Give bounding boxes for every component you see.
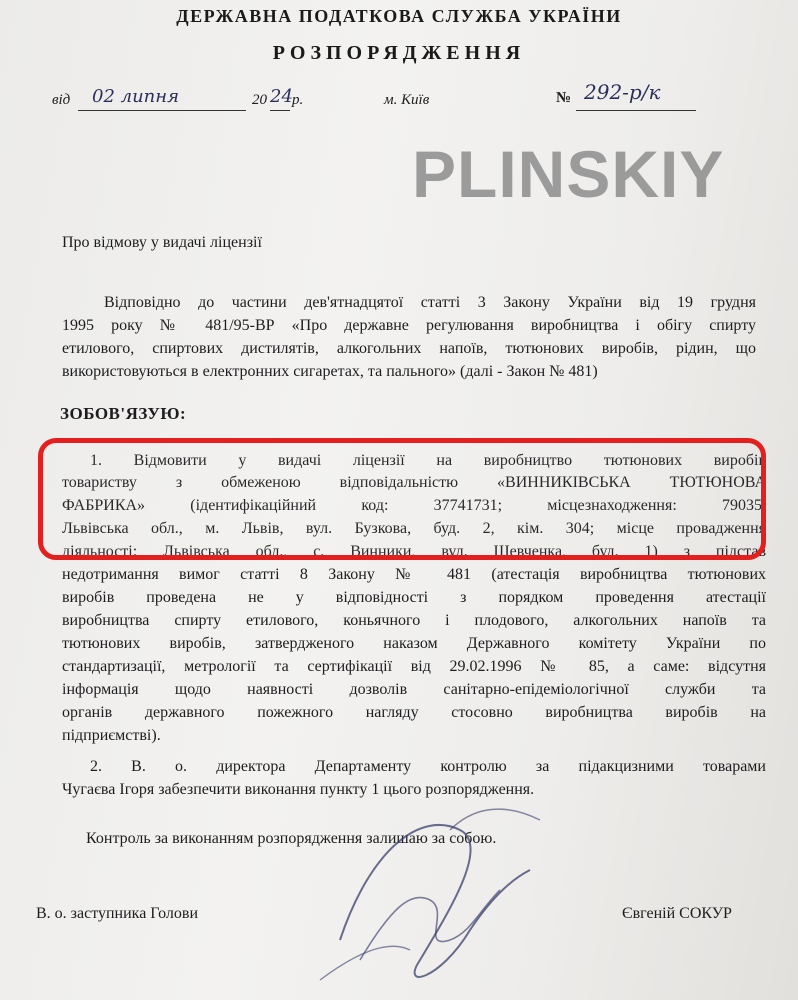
item1-line: товариству з обмеженою відповідальністю «ВИННИКІВСЬКА ТЮТЮНОВА	[62, 474, 766, 491]
number-label: №	[556, 90, 572, 106]
control-clause: Контроль за виконанням розпорядження залишаю за собою.	[86, 830, 497, 847]
preamble-line: 1995 року № 481/95-ВР «Про державне регулювання виробництва і обігу спирту	[62, 317, 756, 334]
signatory-name: Євгеній СОКУР	[622, 905, 732, 922]
handwritten-signature	[300, 790, 600, 1000]
item1-line: ФАБРИКА» (ідентифікаційний код: 37741731; місцезнаходження: 79035,	[62, 497, 766, 514]
item2-line: Чугаєва Ігоря забезпечити виконання пункту 1 цього розпорядження.	[62, 781, 535, 798]
item1-line: тютюнових виробів, затвердженого наказом Державного комітету України по	[62, 635, 766, 652]
number-underline	[576, 110, 696, 111]
item1-line: виробництва спирту етилового, коньячного і плодового, алкогольних напоїв та	[62, 612, 766, 629]
year-underline	[270, 110, 290, 111]
handwritten-number: 292-р/к	[584, 80, 661, 104]
item1-line: органів державного пожежного нагляду стосовно виробництва виробів на	[62, 704, 766, 721]
signatory-title: В. о. заступника Голови	[36, 905, 199, 922]
item1-line: підприємстві).	[62, 727, 161, 744]
date-underline	[78, 110, 246, 111]
document-subject: Про відмову у видачі ліцензії	[62, 234, 262, 251]
preamble-line: Відповідно до частини дев'ятнадцятої статті 3 Закону України від 19 грудня	[104, 294, 756, 311]
handwritten-date: 02 липня	[92, 86, 180, 107]
handwritten-year: 24	[270, 86, 293, 107]
item2-line: 2. В. о. директора Департаменту контролю за підакцизними товарами	[90, 758, 766, 775]
resolve-heading: ЗОБОВ'ЯЗУЮ:	[60, 404, 187, 423]
document-type: РОЗПОРЯДЖЕННЯ	[272, 42, 526, 64]
year-suffix: р.	[292, 92, 304, 108]
item1-line: стандартизації, метрології та сертифікації від 29.02.1996 № 85, а саме: відсутня	[62, 658, 766, 675]
watermark: PLINSKIY	[412, 137, 725, 211]
preamble-line: використовуються в електронних сигаретах, та пального» (далі - Закон № 481)	[62, 363, 598, 380]
preamble-line: етилового, спиртових дистилятів, алкогольних напоїв, тютюнових виробів, рідин, що	[62, 340, 756, 357]
item1-line: діяльності: Львівська обл., с. Винники, вул. Шевченка, буд. 1) з підстав	[62, 543, 766, 560]
item1-line: 1. Відмовити у видачі ліцензії на виробництво тютюнових виробів	[90, 452, 766, 469]
date-from-label: від	[52, 92, 71, 108]
red-highlight-frame	[38, 438, 766, 560]
city: м. Київ	[384, 92, 430, 108]
item1-line: недотримання вимог статті 8 Закону № 481 (атестація виробництва тютюнових	[62, 566, 766, 583]
year-prefix: 20	[252, 92, 267, 108]
item1-line: виробів проведена не у відповідності з порядком проведення атестації	[62, 589, 766, 606]
item1-line: Львівська обл., м. Львів, вул. Бузкова, буд. 2, кім. 304; місце провадження	[62, 520, 766, 537]
agency-name: ДЕРЖАВНА ПОДАТКОВА СЛУЖБА УКРАЇНИ	[176, 6, 622, 26]
item1-line: інформація щодо наявності дозволів санітарно-епідеміологічної служби та	[62, 681, 766, 698]
